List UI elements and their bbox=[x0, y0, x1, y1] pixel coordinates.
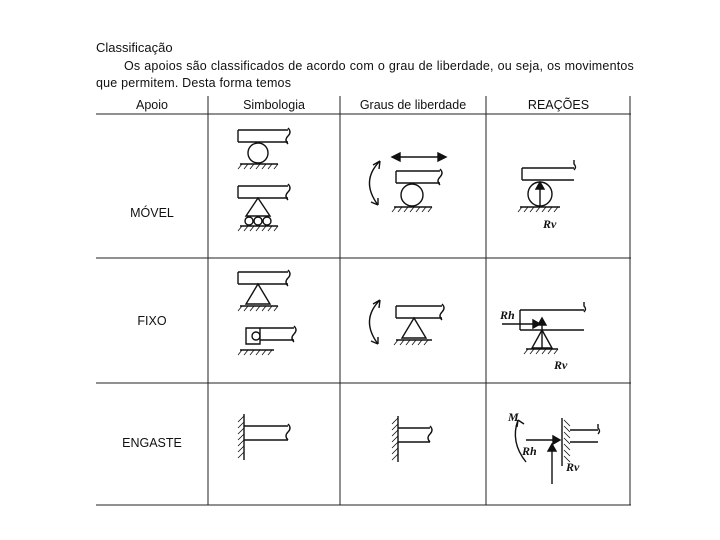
row-label-movel: MÓVEL bbox=[130, 206, 174, 220]
fixo-pin-symbol bbox=[226, 264, 326, 374]
engaste-fixed-symbol bbox=[226, 408, 326, 478]
movel-roller-symbol bbox=[226, 124, 326, 239]
movel-rv-label: Rv bbox=[543, 217, 557, 231]
header-reacoes: REAÇÕES bbox=[527, 98, 590, 112]
movel-reaction-diagram bbox=[508, 156, 618, 246]
header-graus-liberdade: Graus de liberdade bbox=[359, 98, 467, 112]
intro-paragraph: Os apoios são classificados de acordo com o grau de liberdade, ou seja, os movimentos que permitem. Desta forma temos bbox=[96, 59, 634, 90]
engaste-freedom-diagram bbox=[378, 410, 468, 480]
header-apoio: Apoio bbox=[136, 98, 168, 112]
fixo-rv-label: Rv bbox=[554, 358, 568, 372]
movel-freedom-diagram bbox=[358, 141, 468, 221]
engaste-rv-label: Rv bbox=[566, 460, 580, 474]
section-heading: Classificação bbox=[96, 40, 173, 55]
header-simbologia: Simbologia bbox=[243, 98, 305, 112]
engaste-m-label: M bbox=[508, 410, 519, 424]
row-label-fixo: FIXO bbox=[137, 314, 167, 328]
row-label-engaste: ENGASTE bbox=[122, 436, 182, 450]
engaste-rh-label: Rh bbox=[522, 444, 537, 458]
supports-table bbox=[96, 96, 631, 506]
fixo-rh-label: Rh bbox=[500, 308, 515, 322]
fixo-freedom-diagram bbox=[358, 286, 468, 366]
